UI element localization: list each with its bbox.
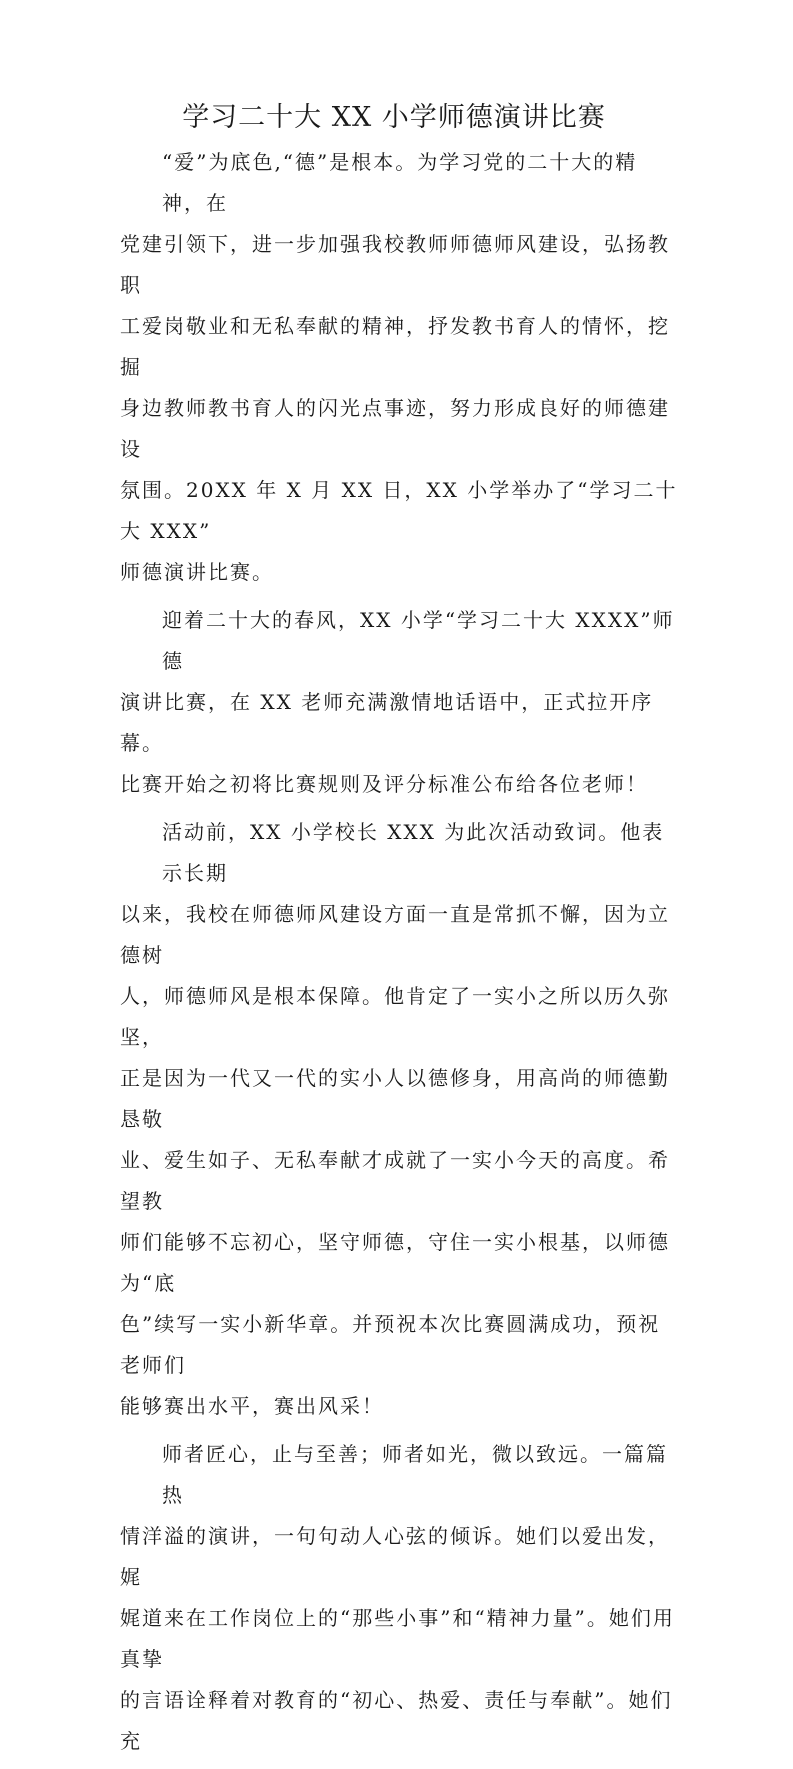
paragraph-4	[120, 1434, 680, 1762]
paragraph-1	[120, 142, 680, 593]
paragraph-2-line: 演讲比赛，在 XX 老师充满激情地话语中，正式拉开序幕。	[120, 690, 654, 755]
paragraph-3-line: 能够赛出水平，赛出风采！	[120, 1394, 384, 1418]
paragraph-3-line: 业、爱生如子、无私奉献才成就了一实小今天的高度。希望教	[120, 1148, 670, 1213]
document-title: 学习二十大 XX 小学师德演讲比赛	[182, 102, 606, 133]
paragraph-3-line: 师们能够不忘初心，坚守师德，守住一实小根基，以师德为“底	[120, 1230, 670, 1295]
paragraph-2	[120, 600, 680, 805]
paragraph-4-line: 娓道来在工作岗位上的“那些小事”和“精神力量”。她们用真挚	[120, 1606, 675, 1671]
document-body	[120, 142, 680, 1762]
paragraph-3-line: 以来，我校在师德师风建设方面一直是常抓不懈，因为立德树	[120, 902, 670, 967]
paragraph-4-line: 的言语诠释着对教育的“初心、热爱、责任与奉献”。她们充	[120, 1688, 673, 1753]
paragraph-4-line: 师者匠心，止与至善；师者如光，微以致远。一篇篇热	[162, 1442, 668, 1507]
paragraph-3-line: 活动前，XX 小学校长 XXX 为此次活动致词。他表示长期	[162, 820, 665, 885]
paragraph-1-line: 工爱岗敬业和无私奉献的精神，抒发教书育人的情怀，挖掘	[120, 314, 670, 379]
paragraph-1-line: 身边教师教书育人的闪光点事迹，努力形成良好的师德建设	[120, 396, 670, 461]
paragraph-1-line: 师德演讲比赛。	[120, 560, 274, 584]
paragraph-3	[120, 812, 680, 1427]
paragraph-4-line: 情洋溢的演讲，一句句动人心弦的倾诉。她们以爱出发，娓	[120, 1524, 670, 1589]
paragraph-2-line: 比赛开始之初将比赛规则及评分标准公布给各位老师！	[120, 772, 648, 796]
paragraph-3-line: 色”续写一实小新华章。并预祝本次比赛圆满成功，预祝老师们	[120, 1312, 661, 1377]
paragraph-3-line: 正是因为一代又一代的实小人以德修身，用高尚的师德勤恳敬	[120, 1066, 670, 1131]
paragraph-3-line: 人，师德师风是根本保障。他肯定了一实小之所以历久弥坚，	[120, 984, 670, 1049]
paragraph-1-line: 氛围。20XX 年 X 月 XX 日，XX 小学举办了“学习二十大 XXX”	[120, 478, 678, 543]
paragraph-1-line: 党建引领下，进一步加强我校教师师德师风建设，弘扬教职	[120, 232, 670, 297]
paragraph-1-line: “爱”为底色,“德”是根本。为学习党的二十大的精神，在	[162, 150, 638, 215]
paragraph-2-line: 迎着二十大的春风，XX 小学“学习二十大 XXXX”师德	[162, 608, 675, 673]
